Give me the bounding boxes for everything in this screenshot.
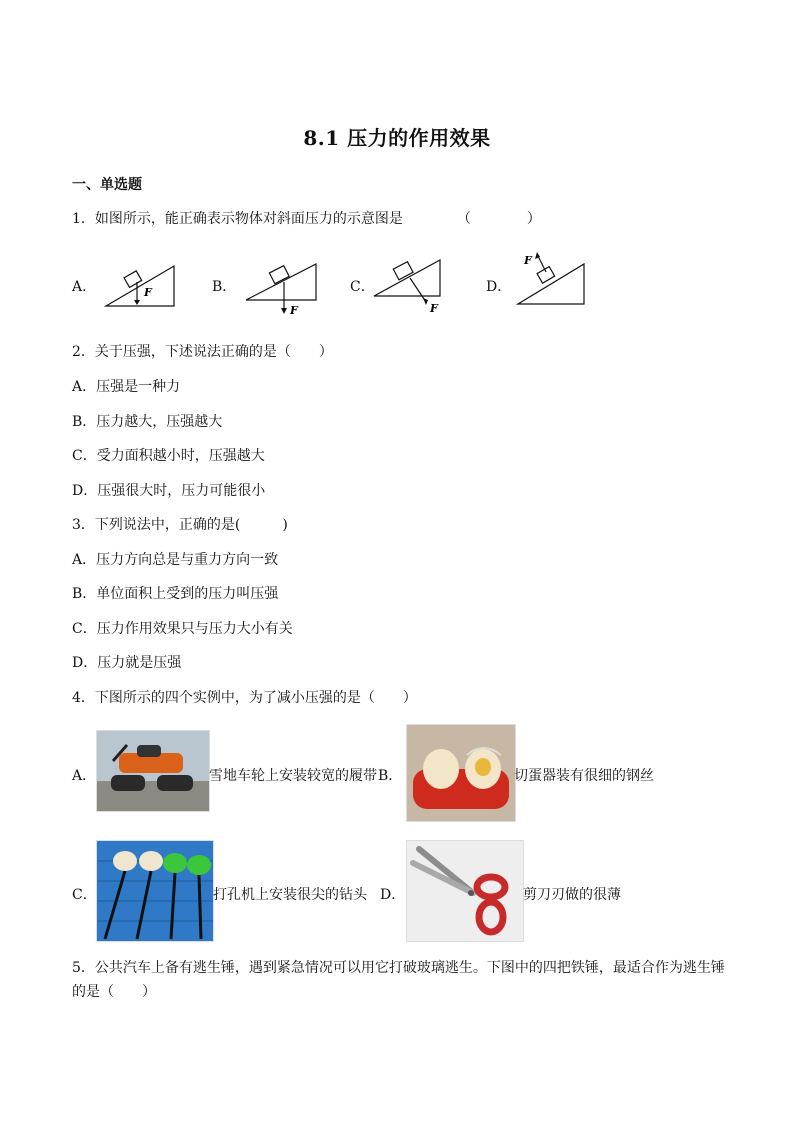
q1-answer-paren: （ ） (456, 211, 541, 227)
q3-option-a: A．压力方向总是与重力方向一致 (72, 552, 279, 568)
q4-option-a-caption: 雪地车轮上安装较宽的履带 (209, 768, 377, 784)
q4-drill-bits-image (96, 840, 214, 942)
q4-option-a-letter: A． (72, 768, 97, 784)
q2-stem: 2．关于压强，下述说法正确的是（ ） (72, 344, 333, 360)
q1-option-a-diagram (104, 262, 176, 308)
q1-c-force-label: F (430, 302, 438, 315)
q1-b-force-label: F (290, 304, 298, 316)
q4-option-c-letter: C． (72, 887, 97, 903)
q1-option-d-letter: D． (486, 279, 512, 295)
q4-option-b-caption: 切蛋器装有很细的钢丝 (514, 768, 654, 784)
q3-stem: 3．下列说法中，正确的是( ) (72, 517, 288, 533)
q2-option-a: A．压强是一种力 (72, 379, 181, 395)
q4-option-d-letter: D． (380, 887, 406, 903)
q5-stem-line2: 的是（ ） (72, 984, 156, 1000)
q4-scissors-image (406, 840, 524, 942)
q1-option-d-diagram (516, 250, 588, 306)
q4-egg-slicer-image (406, 724, 516, 822)
q4-snowmobile-image (96, 730, 210, 812)
q2-option-b: B．压力越大，压强越大 (72, 414, 223, 430)
q3-option-d: D．压力就是压强 (72, 655, 182, 671)
q4-option-b-letter: B． (378, 768, 403, 784)
q1-a-force-label: F (144, 286, 152, 299)
q1-option-b-letter: B． (212, 279, 237, 295)
page-title: 8.1 压力的作用效果 (303, 126, 491, 150)
q3-option-b: B．单位面积上受到的压力叫压强 (72, 586, 279, 602)
q1-option-b-diagram (244, 262, 320, 316)
q1-option-a-letter: A． (72, 279, 97, 295)
q1-stem (72, 208, 541, 228)
q1-option-c-letter: C． (350, 279, 375, 295)
q1-stem-text: 1．如图所示，能正确表示物体对斜面压力的示意图是 (72, 211, 403, 227)
q1-option-c-diagram (372, 256, 444, 316)
q4-stem: 4．下图所示的四个实例中，为了减小压强的是（ ） (72, 690, 417, 706)
q2-option-c: C．受力面积越小时，压强越大 (72, 448, 265, 464)
q5-stem-line1: 5．公共汽车上备有逃生锤，遇到紧急情况可以用它打破玻璃逃生。下图中的四把铁锤，最适合作为逃生锤 (72, 960, 725, 976)
section-heading: 一、单选题 (72, 177, 142, 193)
q4-option-d-caption: 剪刀刃做的很薄 (523, 887, 621, 903)
q3-option-c: C．压力作用效果只与压力大小有关 (72, 621, 293, 637)
q1-d-force-label: F (524, 254, 532, 267)
q2-option-d: D．压强很大时，压力可能很小 (72, 483, 266, 499)
q4-option-c-caption: 打孔机上安装很尖的钻头 (213, 887, 367, 903)
